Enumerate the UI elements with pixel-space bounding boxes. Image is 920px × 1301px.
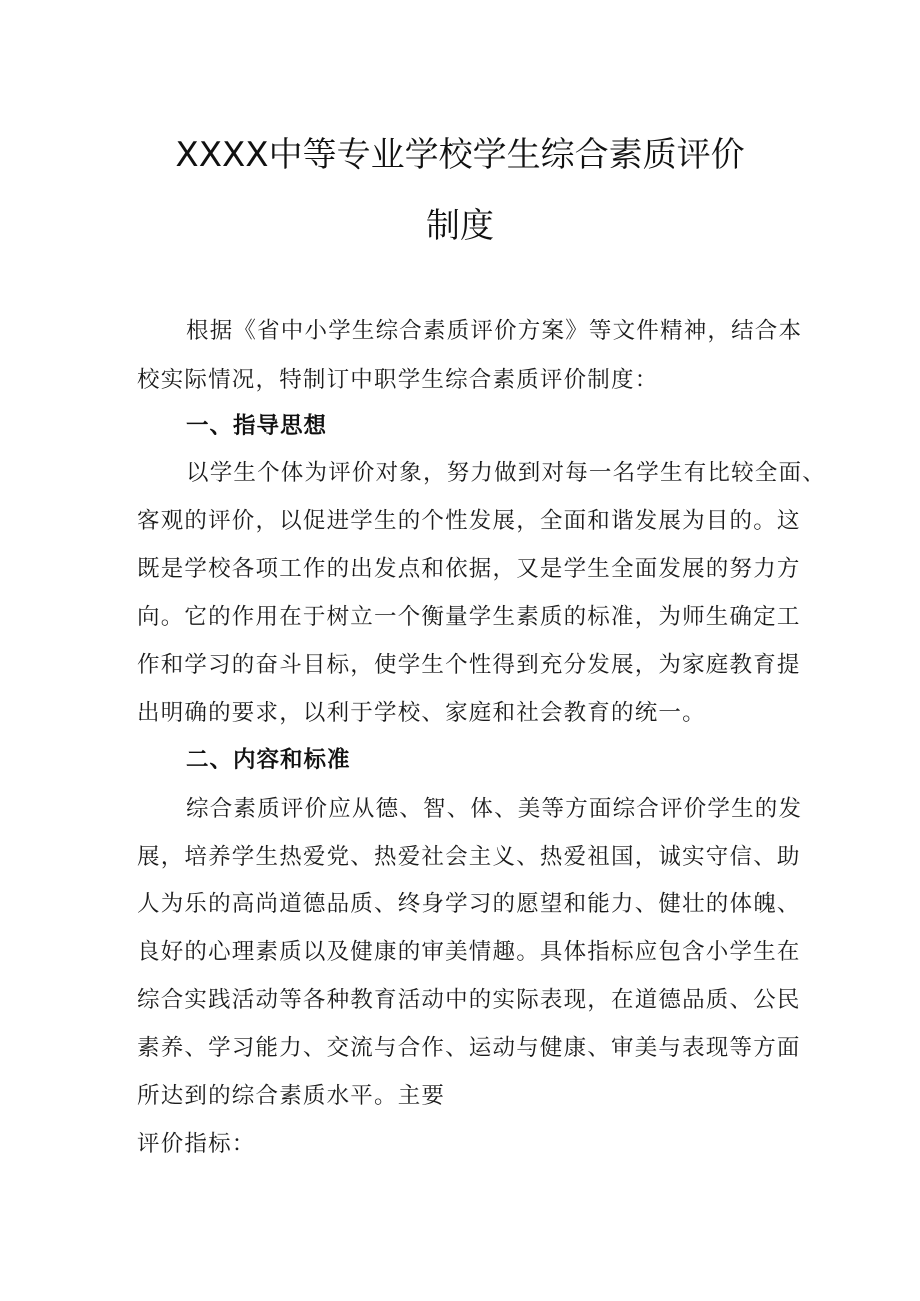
- paragraph-line: 向。它的作用在于树立一个衡量学生素质的标准，为师生确定工: [137, 604, 801, 630]
- paragraph-line: 客观的评价，以促进学生的个性发展，全面和谐发展为目的。这: [137, 508, 801, 534]
- paragraph-line: 评价指标：: [137, 1131, 256, 1157]
- section-heading: 二、内容和标准: [186, 747, 351, 773]
- paragraph-line: 展，培养学生热爱党、热爱社会主义、热爱祖国，诚实守信、助: [137, 844, 801, 870]
- document-title-line-2: 制度: [426, 206, 494, 246]
- paragraph-line: 良好的心理素质以及健康的审美情趣。具体指标应包含小学生在: [137, 939, 801, 965]
- paragraph-line: 作和学习的奋斗目标，使学生个性得到充分发展，为家庭教育提: [137, 652, 801, 678]
- paragraph-line: 人为乐的高尚道德品质、终身学习的愿望和能力、健壮的体魄、: [137, 891, 801, 917]
- document-title-line-1: XXXX中等专业学校学生综合素质评价: [175, 135, 745, 175]
- paragraph-line: 综合实践活动等各种教育活动中的实际表现，在道德品质、公民: [137, 987, 801, 1013]
- paragraph-line: 以学生个体为评价对象，努力做到对每一名学生有比较全面、: [186, 460, 826, 486]
- paragraph-line: 既是学校各项工作的出发点和依据，又是学生全面发展的努力方: [137, 556, 801, 582]
- section-heading: 一、指导思想: [186, 413, 328, 439]
- paragraph-line: 素养、学习能力、交流与合作、运动与健康、审美与表现等方面: [137, 1035, 801, 1061]
- paragraph-line: 根据《省中小学生综合素质评价方案》等文件精神，结合本: [186, 318, 803, 344]
- paragraph-line: 出明确的要求，以利于学校、家庭和社会教育的统一。: [137, 700, 706, 726]
- paragraph-line: 所达到的综合素质水平。主要: [137, 1083, 446, 1109]
- paragraph-line: 综合素质评价应从德、智、体、美等方面综合评价学生的发: [186, 796, 803, 822]
- paragraph-line: 校实际情况，特制订中职学生综合素质评价制度：: [137, 367, 659, 393]
